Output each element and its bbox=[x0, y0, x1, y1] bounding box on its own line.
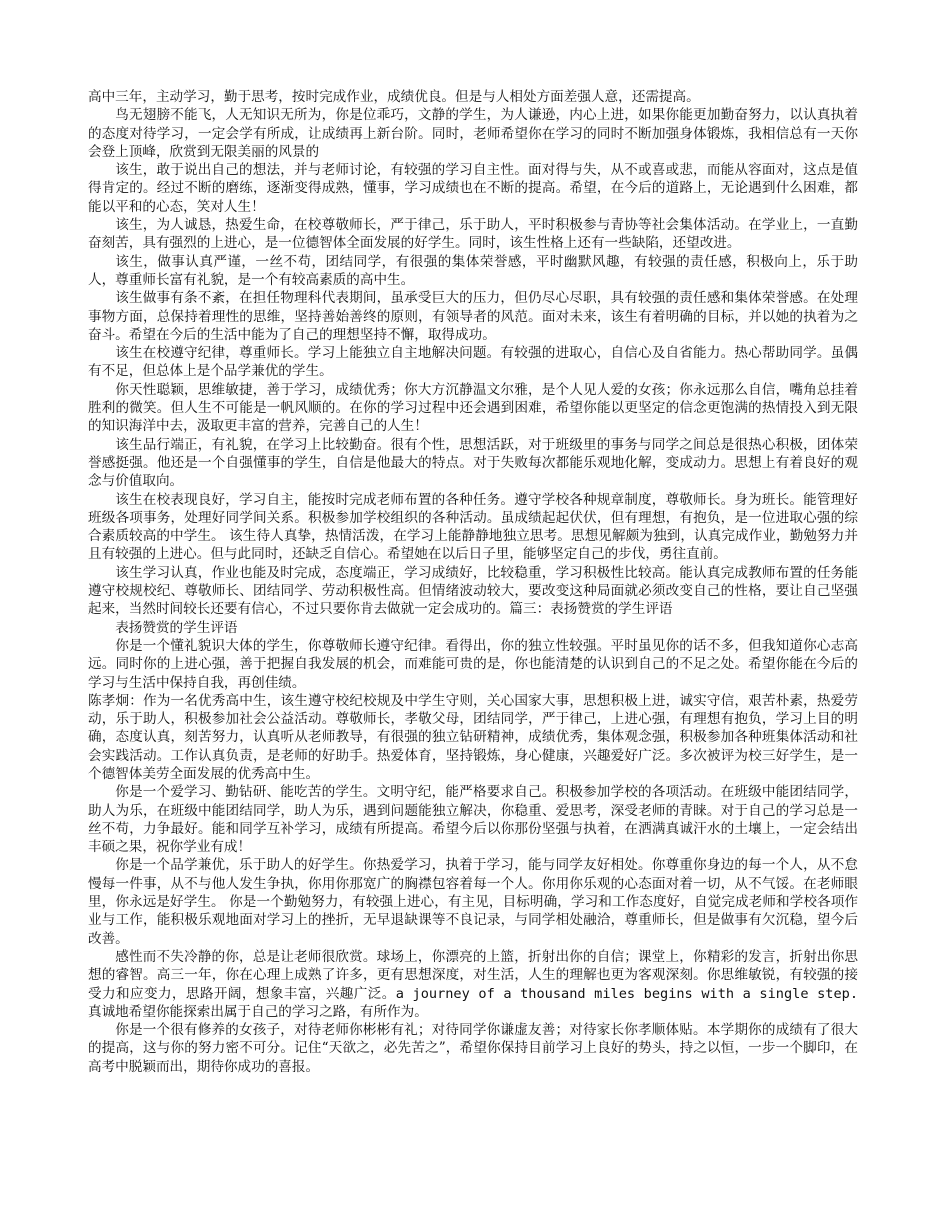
paragraph-2: 鸟无翅膀不能飞，人无知识无所为，你是位乖巧，文静的学生，为人谦逊，内心上进，如果你能更加勤奋努力，以认真执着的态度对待学习，一定会学有所成，让成绩再上新台阶。同时，老师希望你在学习的同时不断加强身体锻炼，我相信总有一天你会登上顶峰，欣赏到无限美丽的风景的 bbox=[88, 107, 858, 160]
paragraph-17-text-b: 真诚地希望你能探索出属于自己的学习之路，有所作为。 bbox=[88, 1003, 428, 1020]
paragraph-17-text-a: 感性而不失冷静的你，总是让老师很欣赏。球场上，你漂亮的上篮，折射出你的自信；课堂上，你精彩的发言，折射出你思想的睿智。高三一年，你在心理上成熟了许多，更有思想深度，对生活，人生的理解也更为客观深刻。你思维敏锐，有较强的接受力和应变力，思路开阔，想象丰富，兴趣广泛。 bbox=[88, 948, 858, 1002]
paragraph-15: 你是一个爱学习、勤钻研、能吃苦的学生。文明守纪，能严格要求自己。积极参加学校的各项活动。在班级中能团结同学，助人为乐，在班级中能团结同学，助人为乐，遇到问题能独立解决，你稳重、爱思考，深受老师的青睐。对于自己的学习总是一丝不苟，力争最好。能和同学互补学习，成绩有所提高。希望今后以你那份坚强与执着，在洒满真诚汗水的土壤上，一定会结出丰硕之果，祝你学业有成！ bbox=[88, 784, 858, 856]
paragraph-16: 你是一个品学兼优，乐于助人的好学生。你热爱学习，执着于学习，能与同学友好相处。你尊重你身边的每一个人，从不怠慢每一件事，从不与他人发生争执，你用你那宽广的胸襟包容着每一个人。你用你乐观的心态面对着一切，从不气馁。在老师眼里，你永远是好学生。 你是一个勤勉努力，有较强上进心，有主见，目标明确，学习和工作态度好，自觉完成老师和学校各项作业与工作，能积极乐观地面对学习上的挫折，无早退缺课等不良记录，与同学相处融洽，尊重师长，但是做事有欠沉稳，望今后改善。 bbox=[88, 857, 858, 947]
paragraph-17 bbox=[88, 948, 858, 1021]
paragraph-18: 你是一个很有修养的女孩子，对待老师你彬彬有礼；对待同学你谦虚友善；对待家长你孝顺体贴。本学期你的成绩有了很大的提高，这与你的努力密不可分。记住“天欲之，必先苦之”，希望你保持目前学习上良好的势头，持之以恒，一步一个脚印，在高考中脱颖而出，期待你成功的喜报。 bbox=[88, 1022, 858, 1075]
paragraph-6: 该生做事有条不紊，在担任物理科代表期间，虽承受巨大的压力，但仍尽心尽职，具有较强的责任感和集体荣誉感。在处理事物方面，总保持着理性的思维，坚持善始善终的原则，有领导者的风范。面对未来，该生有着明确的目标，并以她的执着为之奋斗。希望在今后的生活中能为了自己的理想坚持不懈，取得成功。 bbox=[88, 290, 858, 343]
english-proverb: a journey of a thousand miles begins with a single step. bbox=[395, 985, 859, 1002]
paragraph-5: 该生，做事认真严谨，一丝不苟，团结同学，有很强的集体荣誉感，平时幽默风趣，有较强的责任感，积极向上，乐于助人，尊重师长富有礼貌，是一个有较高素质的高中生。 bbox=[88, 253, 858, 288]
section-heading: 表扬赞赏的学生评语 bbox=[115, 619, 238, 636]
paragraph-10: 该生在校表现良好，学习自主，能按时完成老师布置的各种任务。遵守学校各种规章制度，尊敬师长。身为班长。能管理好班级各项事务，处理好同学间关系。积极参加学校组织的各种活动。虽成绩起起伏伏，但有理想，有抱负，是一位进取心强的综合素质较高的中学生。 该生待人真挚，热情活泼，在学习上能静静地独立思考。思想见解颇为独到，认真完成作业，勤勉努力并且有较强的上进心。但与此同时，还缺乏自信心。希望她在以后日子里，能够坚定自己的步伐，勇往直前。 bbox=[88, 491, 858, 563]
paragraph-11: 该生学习认真，作业也能及时完成，态度端正，学习成绩好，比较稳重，学习积极性比较高。能认真完成教师布置的任务能遵守校规校纪、尊敬师长、团结同学、劳动积极性高。但情绪波动较大，要改变这种局面就必须改变自己的性格，要让自己坚强起来，当然时间较长还要有信心，不过只要你肯去做就一定会成功的。篇三：表扬赞赏的学生评语 bbox=[88, 564, 858, 618]
paragraph-13: 你是一个懂礼貌识大体的学生，你尊敬师长遵守纪律。看得出，你的独立性较强。平时虽见你的话不多，但我知道你心志高远。同时你的上进心强，善于把握自我发展的机会，而难能可贵的是，你也能清楚的认识到自己的不足之处。希望你能在今后的学习与生活中保持自我，再创佳绩。 bbox=[88, 637, 858, 691]
paragraph-1: 高中三年，主动学习，勤于思考，按时完成作业，成绩优良。但是与人相处方面差强人意，还需提高。 bbox=[88, 89, 700, 105]
paragraph-9: 该生品行端正，有礼貌，在学习上比较勤奋。很有个性，思想活跃，对于班级里的事务与同学之间总是很热心积极，团体荣誉感挺强。他还是一个自强懂事的学生，自信是他最大的特点。对于失败每次都能乐观地化解，变成动力。思想上有着良好的观念与价值取向。 bbox=[88, 436, 858, 490]
paragraph-14: 陈孝炯：作为一名优秀高中生，该生遵守校纪校规及中学生守则，关心国家大事，思想积极上进，诚实守信，艰苦朴素，热爱劳动，乐于助人，积极参加社会公益活动。尊敬师长，孝敬父母，团结同学，严于律己，上进心强，有理想有抱负，学习上目的明确，态度认真，刻苦努力，认真听从老师教导，有很强的独立钻研精神，成绩优秀，集体观念强，积极参加各种班集体活动和社会实践活动。工作认真负责，是老师的好助手。热爱体育，坚持锻炼，身心健康，兴趣爱好广泛。多次被评为校三好学生，是一个德智体美劳全面发展的优秀高中生。 bbox=[88, 692, 858, 782]
paragraph-8: 你天性聪颖，思维敏捷，善于学习，成绩优秀；你大方沉静温文尔雅，是个人见人爱的女孩；你永远那么自信，嘴角总挂着胜利的微笑。但人生不可能是一帆风顺的。在你的学习过程中还会遇到困难，希望你能以更坚定的信念更饱满的热情投入到无限的知识海洋中去，汲取更丰富的营养，完善自己的人生！ bbox=[88, 381, 858, 435]
paragraph-7: 该生在校遵守纪律，尊重师长。学习上能独立自主地解决问题。有较强的进取心，自信心及自省能力。热心帮助同学。虽偶有不足，但总体上是个品学兼优的学生。 bbox=[88, 345, 858, 380]
paragraph-4: 该生，为人诚恳，热爱生命，在校尊敬师长，严于律己，乐于助人，平时积极参与青协等社会集体活动。在学业上，一直勤奋刻苦，具有强烈的上进心，是一位德智体全面发展的好学生。同时，该生性格上还有一些缺陷，还望改进。 bbox=[88, 217, 858, 252]
paragraph-3: 该生，敢于说出自己的想法，并与老师讨论，有较强的学习自主性。面对得与失，从不或喜或悲，而能从容面对，这点是值得肯定的。经过不断的磨练，逐渐变得成熟，懂事，学习成绩也在不断的提高。希望，在今后的道路上，无论遇到什么困难，都能以平和的心态，笑对人生！ bbox=[88, 162, 858, 215]
